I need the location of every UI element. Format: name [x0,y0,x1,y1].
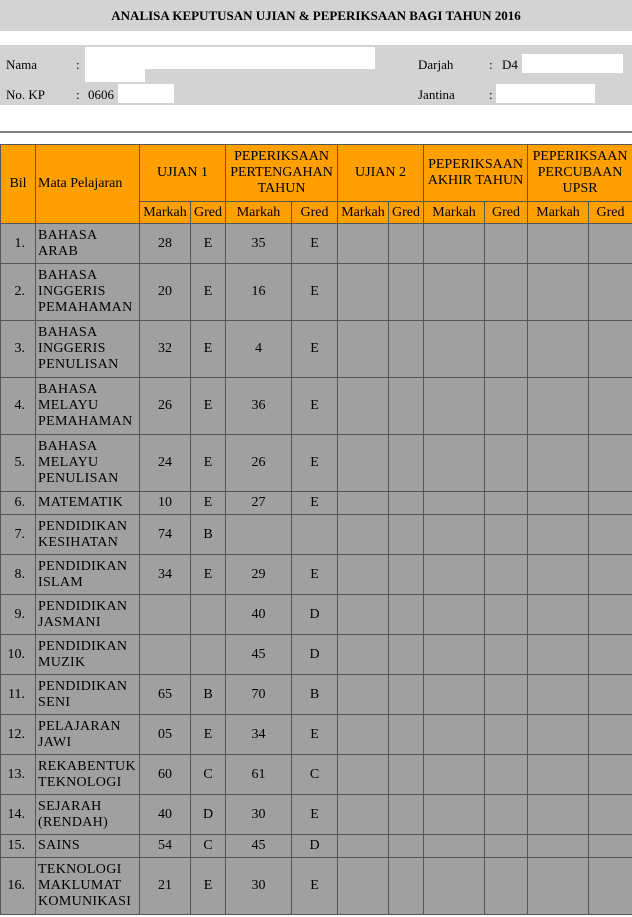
subject-name [36,858,140,915]
ujian2-gred [389,675,424,715]
ujian2-markah [338,715,389,755]
jantina-field [496,84,595,103]
header-peperiksaan-percubaan: PEPERIKSAAN PERCUBAAN UPSR [528,145,632,202]
pertengahan-gred: C [292,755,338,795]
ujian1-gred: C [191,835,226,858]
subject-name [36,555,140,595]
ujian2-markah [338,555,389,595]
subject-name-line: ARAB [38,243,79,259]
row-number: 10. [1,635,36,675]
ujian1-gred: E [191,321,226,378]
akhir-markah [424,595,485,635]
subject-name-line: PELAJARAN [38,718,121,734]
pertengahan-markah: 27 [226,492,292,515]
ujian1-gred [191,635,226,675]
subject-name-line: (RENDAH) [38,814,109,830]
jantina-separator: : [489,87,493,102]
ujian2-gred [389,858,424,915]
akhir-gred [485,715,528,755]
pertengahan-markah: 40 [226,595,292,635]
row-number: 5. [1,435,36,492]
pertengahan-gred: E [292,378,338,435]
ujian1-gred: E [191,555,226,595]
subject-name-line: PENDIDIKAN [38,678,128,694]
header-ujian-1: UJIAN 1 [140,145,226,202]
header-peperiksaan-akhir: PEPERIKSAAN AKHIR TAHUN [424,145,528,202]
subject-name [36,378,140,435]
table-row [1,492,632,515]
ujian1-markah: 28 [140,224,191,264]
table-row [1,378,632,435]
row-number: 2. [1,264,36,321]
ujian1-gred: D [191,795,226,835]
pertengahan-gred: B [292,675,338,715]
ujian1-markah: 32 [140,321,191,378]
subject-name [36,595,140,635]
subject-name-line: PENDIDIKAN [38,518,128,534]
ujian1-markah: 54 [140,835,191,858]
pertengahan-markah [226,515,292,555]
percubaan-gred [589,555,632,595]
percubaan-markah [528,755,589,795]
darjah-label: Darjah [418,57,454,72]
darjah-field [522,54,623,73]
subheader-gred: Gred [389,202,424,224]
row-number: 1. [1,224,36,264]
pertengahan-markah: 45 [226,835,292,858]
akhir-markah [424,715,485,755]
akhir-markah [424,555,485,595]
subheader-markah: Markah [528,202,589,224]
subject-name-line: PEMAHAMAN [38,414,133,429]
nokp-separator: : [76,87,80,102]
subject-name-line: KESIHATAN [38,534,119,550]
subject-name-line: JASMANI [38,614,101,630]
subject-name [36,321,140,378]
subject-name-line: BAHASA [38,382,98,397]
akhir-gred [485,264,528,321]
subject-name-line: PENDIDIKAN [38,558,128,574]
table-row [1,835,632,858]
subject-name-line: PENDIDIKAN [38,598,128,614]
row-number: 9. [1,595,36,635]
akhir-gred [485,492,528,515]
ujian2-markah [338,321,389,378]
header-bil: Bil [1,145,36,224]
ujian2-markah [338,435,389,492]
akhir-markah [424,755,485,795]
ujian1-markah [140,635,191,675]
ujian1-gred: E [191,492,226,515]
subject-name-line: SENI [38,694,71,710]
pertengahan-markah: 36 [226,378,292,435]
percubaan-gred [589,675,632,715]
ujian2-gred [389,378,424,435]
akhir-gred [485,435,528,492]
row-number: 16. [1,858,36,915]
subject-name-line: INGGERIS [38,341,106,356]
percubaan-markah [528,795,589,835]
nokp-field [118,84,174,103]
ujian2-gred [389,492,424,515]
subject-name [36,515,140,555]
ujian1-markah [140,595,191,635]
ujian2-markah [338,675,389,715]
subject-name [36,492,140,515]
subject-name [36,435,140,492]
pertengahan-gred: E [292,435,338,492]
pertengahan-markah: 16 [226,264,292,321]
pertengahan-gred: D [292,595,338,635]
percubaan-markah [528,264,589,321]
akhir-markah [424,321,485,378]
percubaan-gred [589,435,632,492]
divider-line [0,131,632,133]
ujian2-gred [389,795,424,835]
akhir-markah [424,264,485,321]
ujian1-gred: B [191,675,226,715]
ujian2-markah [338,264,389,321]
page-title: ANALISA KEPUTUSAN UJIAN & PEPERIKSAAN BAGI TAHUN 2016 [0,0,632,31]
pertengahan-markah: 35 [226,224,292,264]
pertengahan-gred: E [292,858,338,915]
table-row [1,595,632,635]
row-number: 12. [1,715,36,755]
subheader-markah: Markah [424,202,485,224]
pertengahan-markah: 30 [226,858,292,915]
subheader-gred: Gred [485,202,528,224]
percubaan-gred [589,321,632,378]
student-info-panel [0,45,632,105]
row-number: 7. [1,515,36,555]
subject-name-line: MUZIK [38,654,86,670]
ujian1-markah: 34 [140,555,191,595]
ujian1-gred: E [191,435,226,492]
pertengahan-gred [292,515,338,555]
subject-name-line: REKABENTUK [38,758,136,774]
percubaan-markah [528,715,589,755]
akhir-markah [424,515,485,555]
akhir-markah [424,435,485,492]
akhir-gred [485,555,528,595]
subject-name-line: SEJARAH [38,798,102,814]
akhir-gred [485,595,528,635]
subject-name-line: BAHASA [38,439,98,454]
ujian2-markah [338,224,389,264]
ujian2-markah [338,492,389,515]
nokp-label: No. KP [6,87,46,102]
pertengahan-gred: D [292,835,338,858]
akhir-gred [485,224,528,264]
ujian2-gred [389,835,424,858]
percubaan-markah [528,378,589,435]
ujian1-gred: E [191,858,226,915]
pertengahan-gred: D [292,635,338,675]
ujian2-markah [338,595,389,635]
pertengahan-markah: 70 [226,675,292,715]
subject-name-line: MELAYU [38,398,99,413]
percubaan-gred [589,492,632,515]
ujian1-markah: 10 [140,492,191,515]
percubaan-gred [589,515,632,555]
percubaan-gred [589,224,632,264]
nama-field-top [85,47,375,69]
subject-name [36,675,140,715]
subject-name-line: MATEMATIK [38,495,124,510]
ujian2-gred [389,755,424,795]
row-number: 15. [1,835,36,858]
row-number: 6. [1,492,36,515]
ujian2-gred [389,264,424,321]
nokp-value: 0606 [88,87,114,102]
subheader-markah: Markah [338,202,389,224]
header-peperiksaan-pertengahan: PEPERIKSAAN PERTENGAHAN TAHUN [226,145,338,202]
table-row [1,635,632,675]
subject-name-line: BAHASA [38,227,98,243]
table-row [1,264,632,321]
akhir-gred [485,321,528,378]
ujian1-markah: 20 [140,264,191,321]
akhir-markah [424,224,485,264]
subheader-markah: Markah [140,202,191,224]
ujian2-gred [389,321,424,378]
percubaan-markah [528,321,589,378]
subject-name [36,755,140,795]
subject-name [36,715,140,755]
pertengahan-gred: E [292,555,338,595]
percubaan-gred [589,835,632,858]
ujian2-markah [338,858,389,915]
subject-name-line: TEKNOLOGI [38,862,122,877]
row-number: 4. [1,378,36,435]
subject-name-line: MAKLUMAT [38,878,122,893]
pertengahan-gred: E [292,264,338,321]
percubaan-markah [528,492,589,515]
nama-field [85,69,145,82]
akhir-gred [485,795,528,835]
akhir-gred [485,378,528,435]
subject-name-line: MELAYU [38,455,99,470]
pertengahan-gred: E [292,795,338,835]
pertengahan-markah: 45 [226,635,292,675]
subject-name-line: SAINS [38,838,80,853]
darjah-separator: : [489,57,493,72]
ujian2-markah [338,835,389,858]
percubaan-gred [589,635,632,675]
ujian1-markah: 74 [140,515,191,555]
ujian1-markah: 26 [140,378,191,435]
akhir-gred [485,635,528,675]
percubaan-gred [589,595,632,635]
pertengahan-markah: 34 [226,715,292,755]
table-row [1,795,632,835]
subject-name-line: INGGERIS [38,284,106,299]
ujian1-gred: E [191,378,226,435]
percubaan-gred [589,264,632,321]
percubaan-markah [528,515,589,555]
table-row [1,435,632,492]
ujian1-markah: 24 [140,435,191,492]
ujian2-gred [389,555,424,595]
row-number: 11. [1,675,36,715]
pertengahan-markah: 4 [226,321,292,378]
ujian1-markah: 60 [140,755,191,795]
subject-name [36,795,140,835]
ujian1-markah: 65 [140,675,191,715]
pertengahan-gred: E [292,492,338,515]
subject-name-line: PEMAHAMAN [38,300,133,315]
row-number: 14. [1,795,36,835]
ujian1-gred: B [191,515,226,555]
nama-separator: : [76,57,80,72]
percubaan-markah [528,435,589,492]
akhir-gred [485,515,528,555]
akhir-markah [424,492,485,515]
akhir-markah [424,378,485,435]
table-row [1,755,632,795]
table-row [1,858,632,915]
ujian1-gred: E [191,224,226,264]
akhir-markah [424,858,485,915]
pertengahan-gred: E [292,321,338,378]
percubaan-markah [528,224,589,264]
ujian1-gred: E [191,715,226,755]
subject-name [36,835,140,858]
akhir-gred [485,675,528,715]
header-subject: Mata Pelajaran [36,145,140,224]
percubaan-markah [528,595,589,635]
akhir-markah [424,795,485,835]
ujian2-gred [389,435,424,492]
subject-name [36,224,140,264]
row-number: 3. [1,321,36,378]
ujian1-markah: 05 [140,715,191,755]
subject-name-line: KOMUNIKASI [38,894,132,909]
table-row [1,224,632,264]
results-table [0,144,632,915]
akhir-markah [424,635,485,675]
subject-name-line: BAHASA [38,268,98,283]
darjah-value: D4 [502,57,518,72]
ujian2-gred [389,635,424,675]
akhir-gred [485,835,528,858]
percubaan-markah [528,635,589,675]
ujian1-gred: E [191,264,226,321]
row-number: 8. [1,555,36,595]
subject-name-line: PENULISAN [38,471,119,486]
subheader-gred: Gred [191,202,226,224]
subject-name-line: TEKNOLOGI [38,774,122,790]
pertengahan-markah: 30 [226,795,292,835]
table-row [1,715,632,755]
pertengahan-gred: E [292,224,338,264]
ujian2-gred [389,715,424,755]
ujian1-gred: C [191,755,226,795]
ujian2-markah [338,795,389,835]
subject-name [36,264,140,321]
subject-name-line: BAHASA [38,325,98,340]
table-row [1,321,632,378]
percubaan-markah [528,858,589,915]
ujian2-gred [389,515,424,555]
pertengahan-markah: 26 [226,435,292,492]
subheader-markah: Markah [226,202,292,224]
ujian2-markah [338,378,389,435]
pertengahan-gred: E [292,715,338,755]
percubaan-gred [589,755,632,795]
ujian2-gred [389,595,424,635]
percubaan-gred [589,858,632,915]
percubaan-gred [589,795,632,835]
subject-name-line: PENDIDIKAN [38,638,128,654]
subheader-gred: Gred [292,202,338,224]
akhir-gred [485,755,528,795]
akhir-gred [485,858,528,915]
ujian2-markah [338,755,389,795]
percubaan-markah [528,675,589,715]
subject-name-line: PENULISAN [38,357,119,372]
pertengahan-markah: 29 [226,555,292,595]
akhir-markah [424,835,485,858]
akhir-markah [424,675,485,715]
nama-label: Nama [6,57,38,72]
table-row [1,555,632,595]
subheader-gred: Gred [589,202,632,224]
ujian1-markah: 40 [140,795,191,835]
percubaan-gred [589,715,632,755]
ujian1-gred [191,595,226,635]
percubaan-gred [589,378,632,435]
ujian1-markah: 21 [140,858,191,915]
header-ujian-2: UJIAN 2 [338,145,424,202]
ujian2-markah [338,515,389,555]
jantina-label: Jantina [418,87,455,102]
subject-name-line: JAWI [38,734,72,750]
subject-name [36,635,140,675]
results-table-body [1,224,632,915]
ujian2-markah [338,635,389,675]
percubaan-markah [528,555,589,595]
table-row [1,675,632,715]
table-row [1,515,632,555]
subject-name-line: ISLAM [38,574,84,590]
row-number: 13. [1,755,36,795]
percubaan-markah [528,835,589,858]
ujian2-gred [389,224,424,264]
pertengahan-markah: 61 [226,755,292,795]
